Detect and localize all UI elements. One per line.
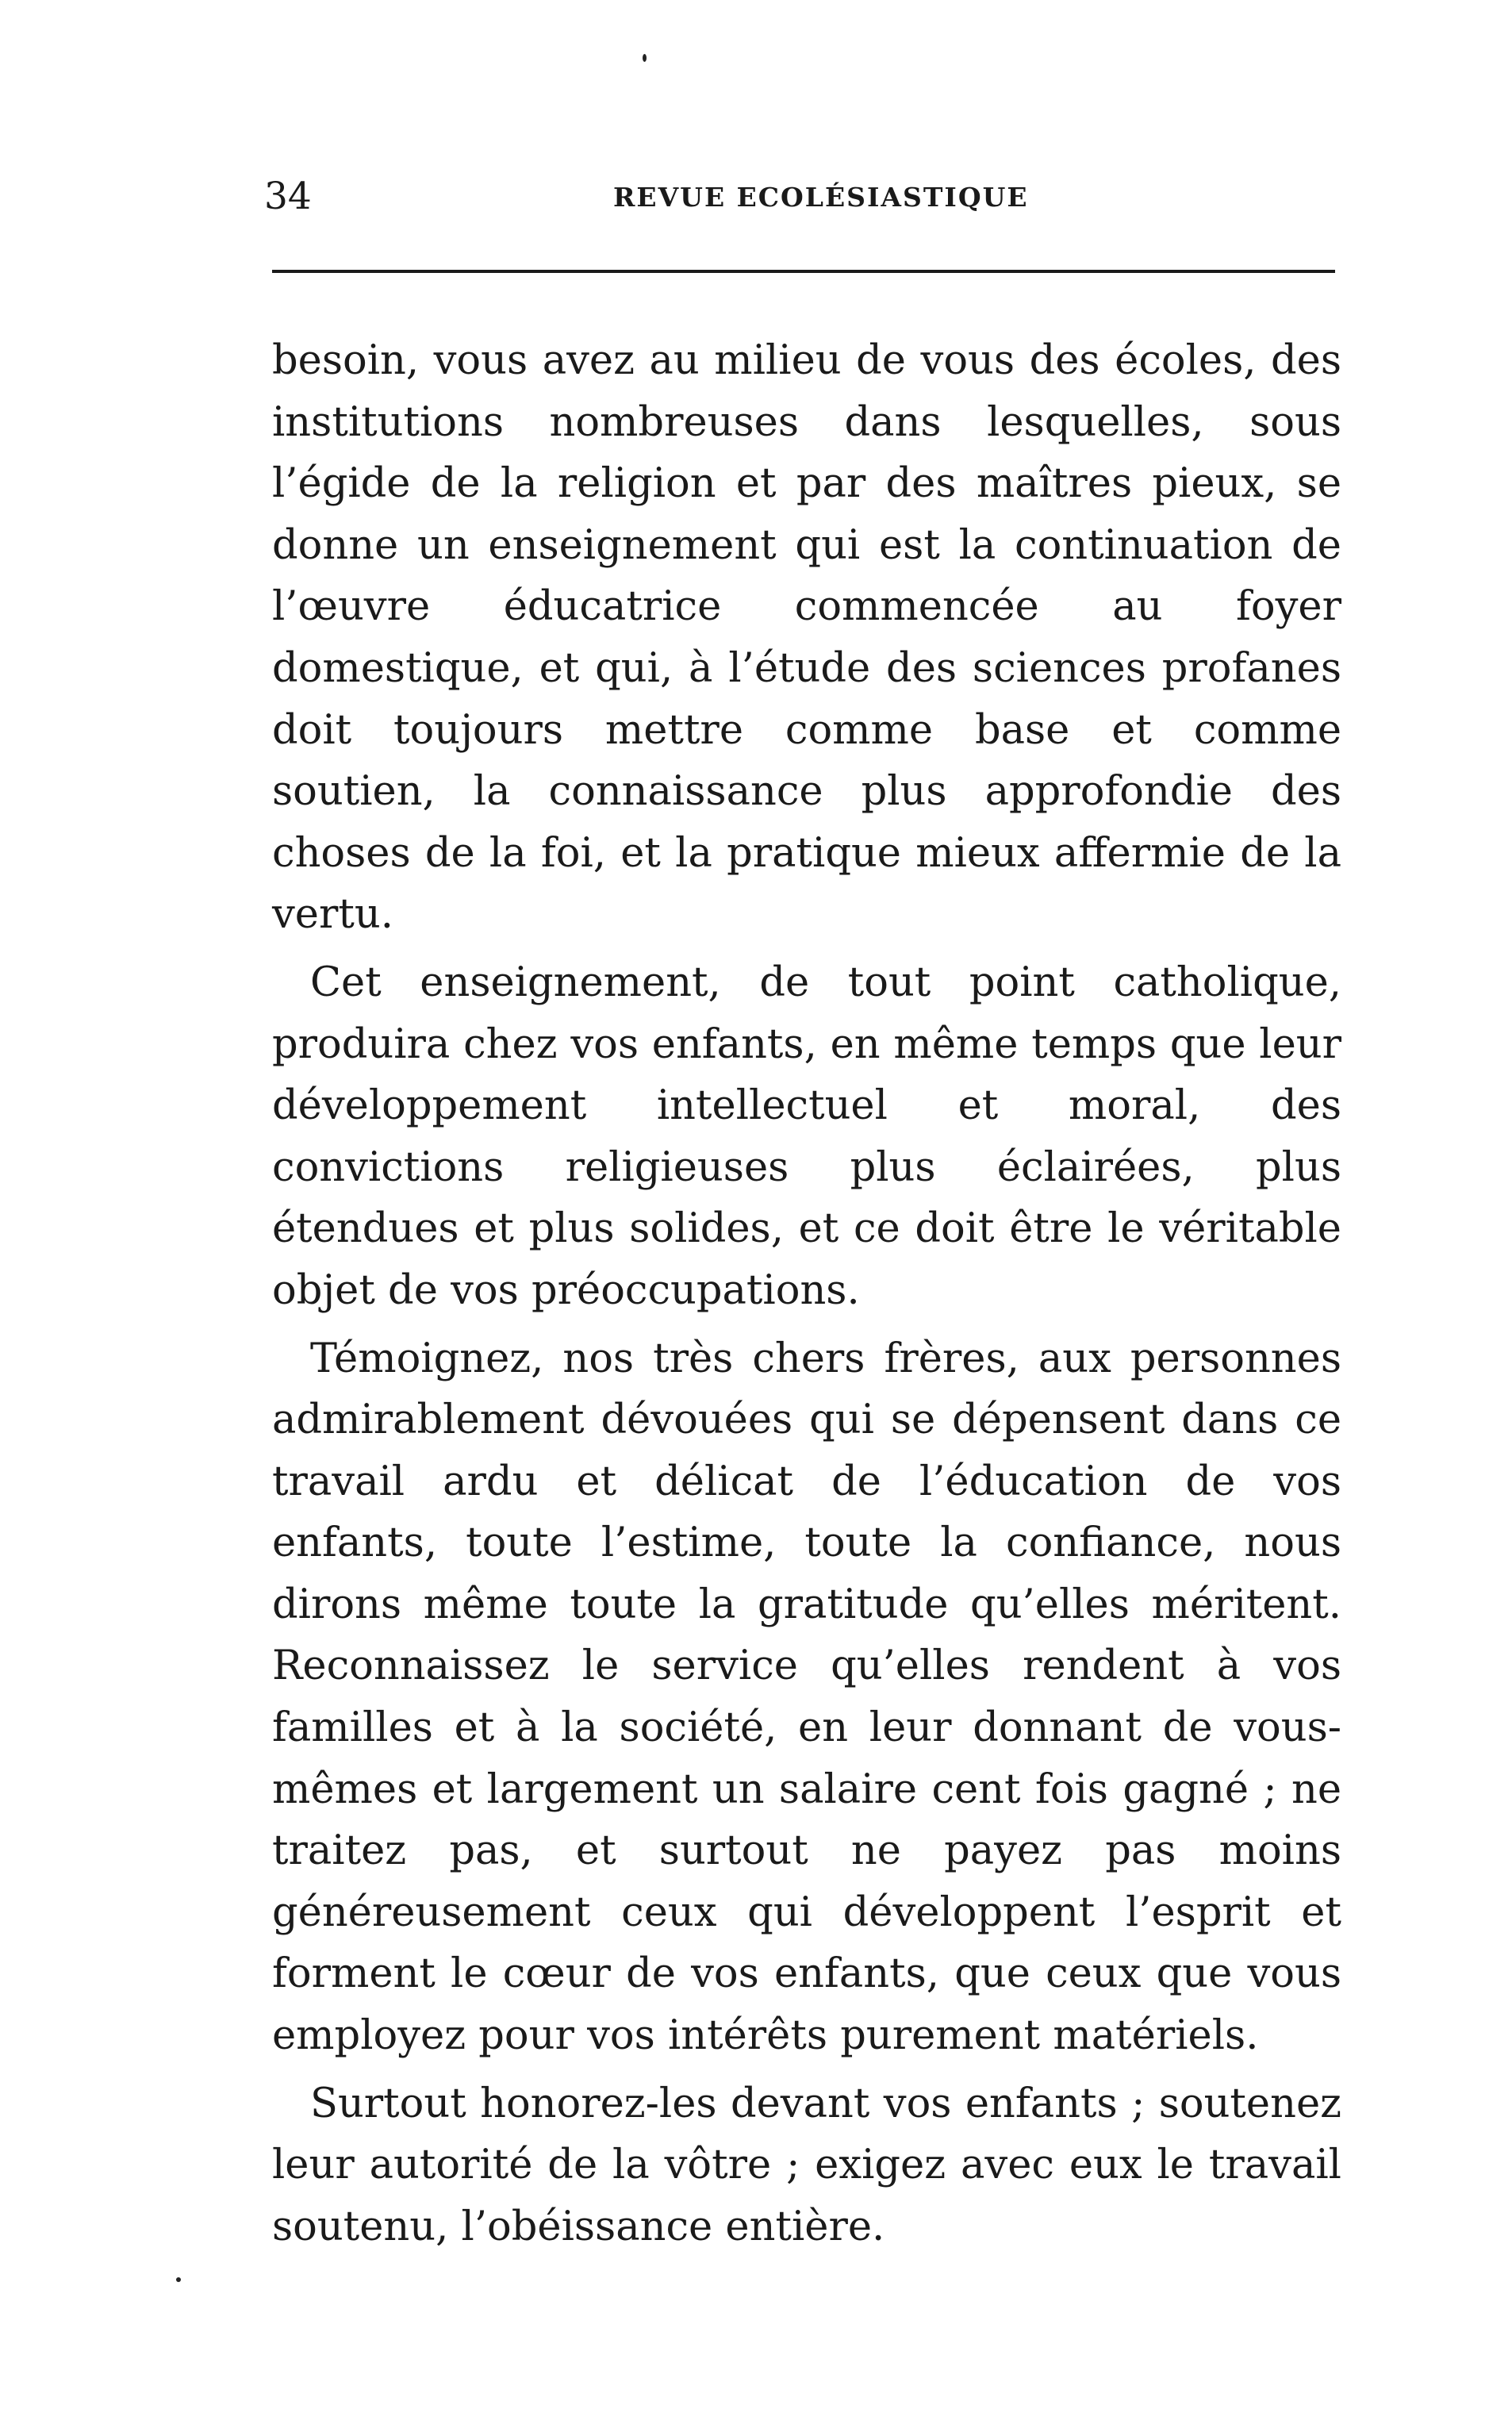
paragraph-4: Surtout honorez-les devant vos enfants ; soutenez leur autorité de la vôtre ; exigez avec eux le travail soutenu, l’obéissance entière. — [272, 2080, 1341, 2250]
page-header — [264, 173, 1351, 221]
ink-speck-top — [643, 54, 647, 62]
body-text — [272, 330, 1341, 2257]
running-title: REVUE ECOLÉSIASTIQUE — [613, 182, 1029, 213]
paragraph-1: besoin, vous avez au milieu de vous des écoles, des institutions nombreuses dans lesquelles, sous l’égide de la religion et par des maîtres pieux, se donne un enseignement qui est la continuation de l’œuvre éducatrice commencée au foyer domestique, et qui, à l’étude des sciences profanes doit toujours mettre comme base et comme soutien, la connaissance plus approfondie des choses de la foi, et la pratique mieux affermie de la vertu. — [272, 337, 1341, 939]
ink-speck-bottom — [176, 2277, 181, 2282]
paragraph-2: Cet enseignement, de tout point catholique, produira chez vos enfants, en même temps que leur développement intellectuel et moral, des convictions religieuses plus éclairées, plus étendues et plus solides, et ce doit être le véritable objet de vos préoccupations. — [272, 959, 1341, 1314]
page-number: 34 — [264, 175, 312, 218]
paragraph-3: Témoignez, nos très chers frères, aux personnes admirablement dévouées qui se dépensent dans ce travail ardu et délicat de l’éducation de vos enfants, toute l’estime, toute la confiance, nous dirons même toute la gratitude qu’elles méritent. Reconnaissez le service qu’elles rendent à vos familles et à la société, en leur donnant de vous-mêmes et largement un salaire cent fois gagné ; ne traitez pas, et surtout ne payez pas moins généreusement ceux qui développent l’esprit et forment le cœur de vos enfants, que ceux que vous employez pour vos intérêts purement matériels. — [272, 1335, 1341, 2060]
header-divider — [272, 270, 1335, 273]
